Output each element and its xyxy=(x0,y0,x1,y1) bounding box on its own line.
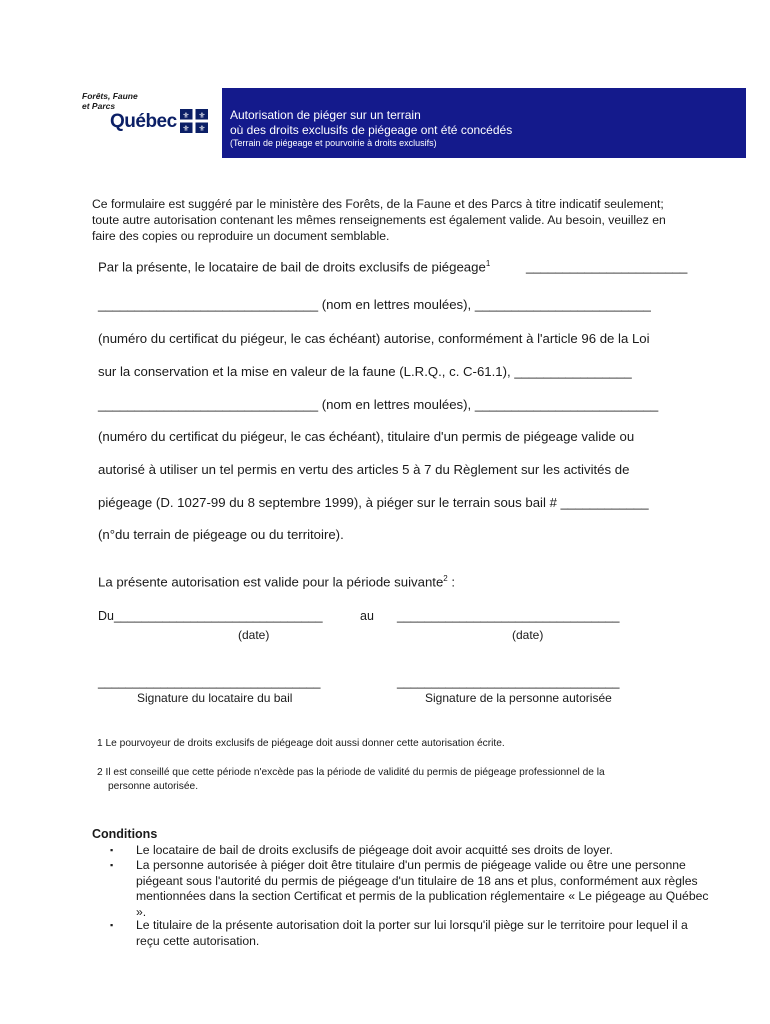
bullet-icon: ▪ xyxy=(110,860,114,870)
condition-item-3 xyxy=(110,918,710,950)
form-title-line2: où des droits exclusifs de piégeage ont été concédés xyxy=(230,123,513,137)
date-from-field[interactable]: Du______________________________ xyxy=(98,609,323,623)
signature-lessee-line[interactable]: ________________________________ xyxy=(98,675,321,689)
bullet-icon: ▪ xyxy=(110,845,114,855)
condition-item-2 xyxy=(110,858,710,920)
quebec-logo xyxy=(82,91,212,135)
footnote-ref-2: 2 xyxy=(443,574,448,583)
signature-lessee-label: Signature du locataire du bail xyxy=(137,691,293,705)
form-subtitle: (Terrain de piégeage et pourvoirie à droits exclusifs) xyxy=(230,138,437,148)
lessee-name-blank[interactable]: ______________________ xyxy=(526,259,688,274)
footnote-ref-1: 1 xyxy=(485,259,491,268)
footnote-2: 2 Il est conseillé que cette période n'excède pas la période de validité du permis de piégeage professionnel de la xyxy=(97,767,605,778)
condition-text: Le titulaire de la présente autorisation doit la porter sur lui lorsqu'il piège sur le territoire pour lequel il a reçu cette autorisation. xyxy=(136,918,688,948)
footnote-1: 1 Le pourvoyeur de droits exclusifs de piégeage doit aussi donner cette autorisation écrite. xyxy=(97,738,505,749)
body-line-1-text: Par la présente, le locataire de bail de droits exclusifs de piégeage xyxy=(98,259,486,275)
svg-text:⚜: ⚜ xyxy=(182,124,190,133)
date-to-field[interactable]: ________________________________ xyxy=(397,609,620,623)
svg-text:⚜: ⚜ xyxy=(198,124,206,133)
signature-authorized-label: Signature de la personne autorisée xyxy=(425,691,612,705)
title-banner xyxy=(222,88,746,158)
date-label-from: (date) xyxy=(238,628,270,642)
body-line-3: (numéro du certificat du piégeur, le cas échéant) autorise, conformément à l'article 96 de la Loi xyxy=(98,331,650,346)
au-label: au xyxy=(360,609,374,623)
body-line-7: autorisé à utiliser un tel permis en vertu des articles 5 à 7 du Règlement sur les activités de xyxy=(98,462,630,477)
quebec-wordmark: Québec xyxy=(110,111,177,132)
condition-item-1 xyxy=(110,843,710,859)
body-line-5: ______________________________ (nom en lettres moulées), _________________________ xyxy=(98,397,659,412)
footnote-2-cont: personne autorisée. xyxy=(108,781,199,792)
ministry-name: Forêts, Faune et Parcs xyxy=(82,91,138,111)
body-line-4: sur la conservation et la mise en valeur de la faune (L.R.Q., c. C-61.1), ________________ xyxy=(98,364,632,379)
period-statement xyxy=(98,574,455,589)
svg-text:⚜: ⚜ xyxy=(182,111,190,120)
fleur-de-lis-flag-icon xyxy=(180,109,208,133)
date-label-to: (date) xyxy=(512,628,544,642)
period-colon: : xyxy=(447,574,456,590)
period-text: La présente autorisation est valide pour la période suivante xyxy=(98,574,444,590)
conditions-title: Conditions xyxy=(92,827,158,841)
bullet-icon: ▪ xyxy=(110,920,114,930)
intro-paragraph: Ce formulaire est suggéré par le ministère des Forêts, de la Faune et des Parcs à titre indicatif seulement; toute autre autorisation contenant les mêmes renseignements est également valide. Au besoin, veuillez en faire des copies ou reproduire un document semblable. xyxy=(92,197,666,243)
body-line-6: (numéro du certificat du piégeur, le cas échéant), titulaire d'un permis de piégeage valide ou xyxy=(98,429,635,444)
signature-authorized-line[interactable]: ________________________________ xyxy=(397,675,620,689)
form-title-line1: Autorisation de piéger sur un terrain xyxy=(230,108,421,122)
svg-text:⚜: ⚜ xyxy=(198,111,206,120)
body-line-2: ______________________________ (nom en lettres moulées), ________________________ xyxy=(98,297,651,312)
body-line-8: piégeage (D. 1027-99 du 8 septembre 1999), à piéger sur le terrain sous bail # ____________ xyxy=(98,495,649,510)
body-line-1 xyxy=(98,259,490,274)
condition-text: Le locataire de bail de droits exclusifs de piégeage doit avoir acquitté ses droits de loyer. xyxy=(136,843,613,857)
condition-text: La personne autorisée à piéger doit être titulaire d'un permis de piégeage valide ou être une personne piégeant sous l'autorité du permis de piégeage d'un titulaire de 18 ans et plus, conformément aux règles mentionnées dans la section Certificat et permis de la publication réglementaire « Le piégeage au Québec ». xyxy=(136,858,709,919)
body-line-9: (n°du terrain de piégeage ou du territoire). xyxy=(98,527,344,542)
